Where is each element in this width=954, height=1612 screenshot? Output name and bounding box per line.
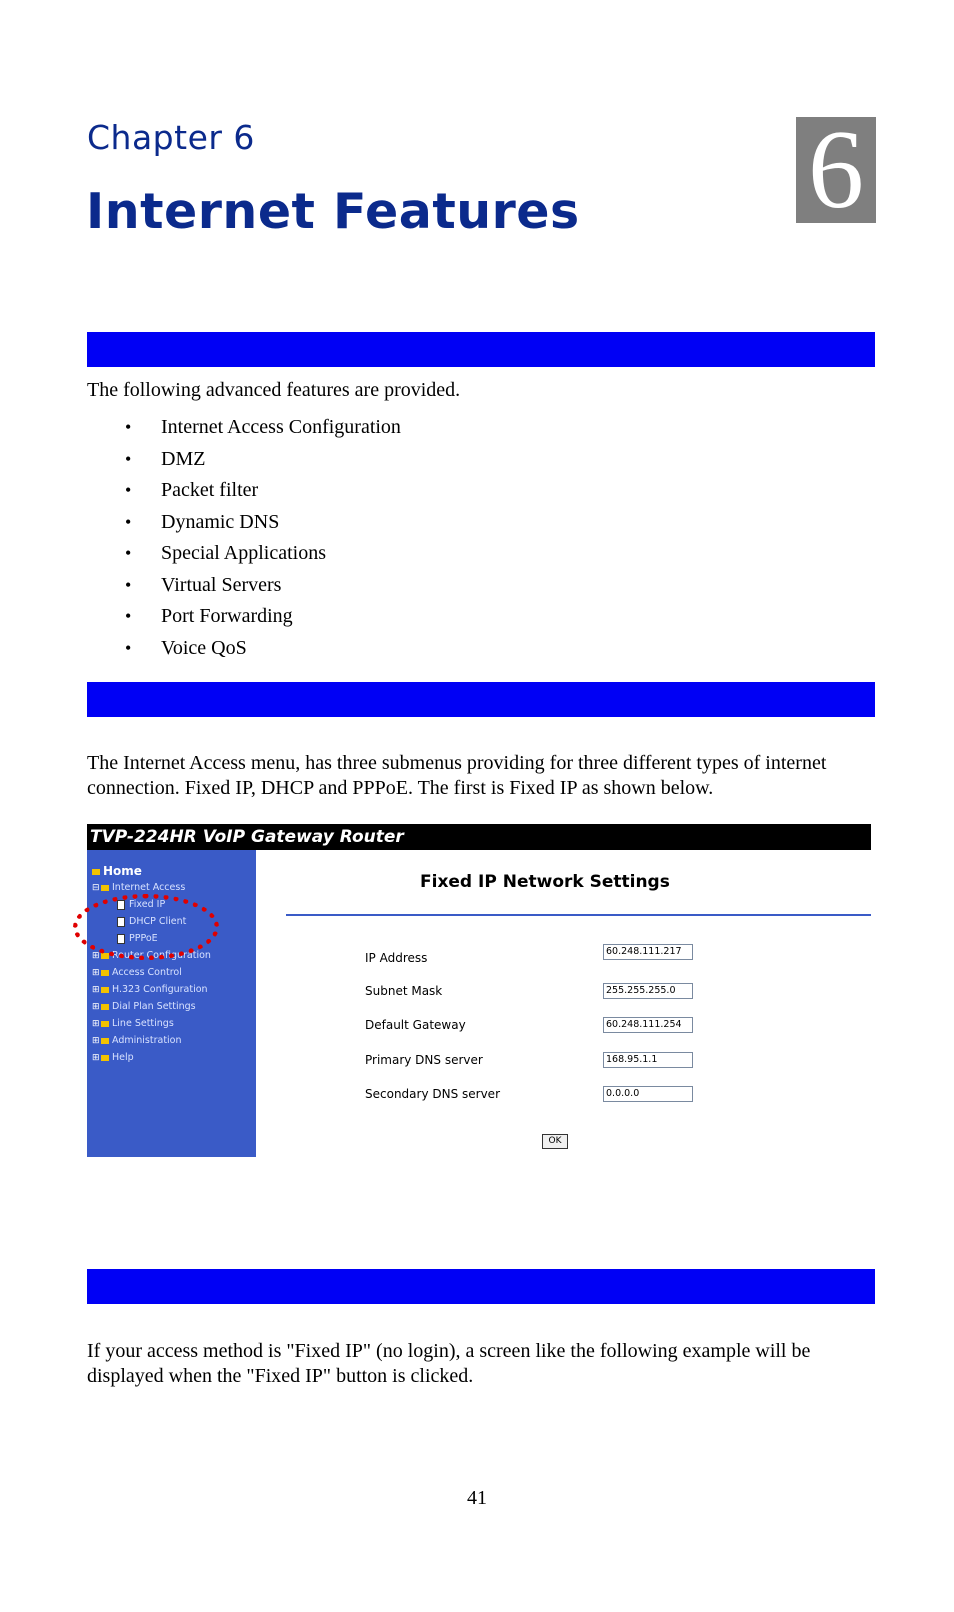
nav-fixed-ip[interactable]: Fixed IP [117,899,165,910]
nav-home[interactable]: Home [92,864,142,878]
nav-internet-access[interactable]: ⊟ Internet Access [92,882,186,893]
form-title: Fixed IP Network Settings [420,872,670,892]
ok-button[interactable]: OK [542,1134,568,1149]
list-item [125,636,401,668]
bullet-icon: • [125,543,132,563]
list-item [125,447,401,479]
nav-router-configuration[interactable]: ⊞ Router Configuration [92,950,211,961]
secondary-dns-input[interactable]: 0.0.0.0 [603,1086,693,1102]
feature-label: Packet filter [161,479,259,501]
chapter-title: Internet Features [86,183,580,240]
bullet-icon: • [125,637,132,658]
feature-label: DMZ [161,447,206,470]
default-gateway-input[interactable]: 60.248.111.254 [603,1017,693,1033]
internet-access-text: The Internet Access menu, has three submenus providing for three different types of internet connection. Fixed IP, DHCP and PPPoE. The first is Fixed IP as shown below. [87,752,827,799]
nav-administration[interactable]: ⊞ Administration [92,1035,182,1046]
feature-label: Voice QoS [161,636,247,659]
list-item [125,510,401,542]
bullet-icon: • [125,574,132,595]
bullet-icon: • [125,417,132,437]
nav-dial-plan-settings[interactable]: ⊞ Dial Plan Settings [92,1001,196,1012]
expand-icon: ⊞ [92,968,100,978]
folder-icon [101,970,109,976]
folder-icon [101,987,109,993]
list-item [125,573,401,605]
router-header: TVP-224HR VoIP Gateway Router [87,824,871,850]
nav-help[interactable]: ⊞ Help [92,1052,134,1063]
feature-label: Virtual Servers [161,573,282,596]
bullet-icon: • [125,448,132,469]
section-bar-fixed-ip [87,1269,875,1304]
router-screenshot [87,824,871,1158]
expand-icon: ⊞ [92,1053,100,1063]
nav-pppoe[interactable]: PPPoE [117,933,158,944]
section-bar-internet-access [87,682,875,717]
bullet-icon: • [125,511,132,532]
bullet-icon: • [125,480,132,500]
expand-icon: ⊞ [92,985,100,995]
section-bar-overview [87,332,875,367]
feature-label: Dynamic DNS [161,510,280,533]
folder-icon [101,1038,109,1044]
expand-icon: ⊟ [92,883,100,893]
list-item [125,604,401,636]
primary-dns-input[interactable]: 168.95.1.1 [603,1052,693,1068]
intro-text: The following advanced features are provided. [87,379,461,401]
primary-dns-label: Primary DNS server [365,1053,483,1067]
folder-icon [101,1055,109,1061]
default-gateway-label: Default Gateway [365,1018,466,1032]
chapter-number-badge: 6 [796,117,876,223]
feature-label: Internet Access Configuration [161,416,401,438]
ip-address-input[interactable]: 60.248.111.217 [603,944,693,960]
feature-list [125,415,401,667]
list-item [125,541,401,573]
chapter-label: Chapter 6 [87,118,255,157]
nav-dhcp-client[interactable]: DHCP Client [117,916,186,927]
bullet-icon: • [125,606,132,626]
subnet-mask-label: Subnet Mask [365,984,443,998]
highlight-ring [73,894,219,960]
folder-icon [101,1021,109,1027]
folder-icon [92,869,100,875]
nav-access-control[interactable]: ⊞ Access Control [92,967,182,978]
feature-label: Port Forwarding [161,605,293,627]
expand-icon: ⊞ [92,1019,100,1029]
form-divider [286,914,871,916]
nav-h323-configuration[interactable]: ⊞ H.323 Configuration [92,984,208,995]
list-item [125,478,401,510]
page-number: 41 [467,1487,487,1509]
feature-label: Special Applications [161,542,326,564]
subnet-mask-input[interactable]: 255.255.255.0 [603,983,693,999]
expand-icon: ⊞ [92,1036,100,1046]
expand-icon: ⊞ [92,951,100,961]
ip-address-label: IP Address [365,951,428,965]
secondary-dns-label: Secondary DNS server [365,1087,500,1101]
folder-icon [101,885,109,891]
nav-line-settings[interactable]: ⊞ Line Settings [92,1018,174,1029]
folder-icon [101,1004,109,1010]
list-item [125,415,401,447]
fixed-ip-text: If your access method is "Fixed IP" (no login), a screen like the following example will be displayed when the "Fixed IP" button is clicked. [87,1340,811,1387]
expand-icon: ⊞ [92,1002,100,1012]
